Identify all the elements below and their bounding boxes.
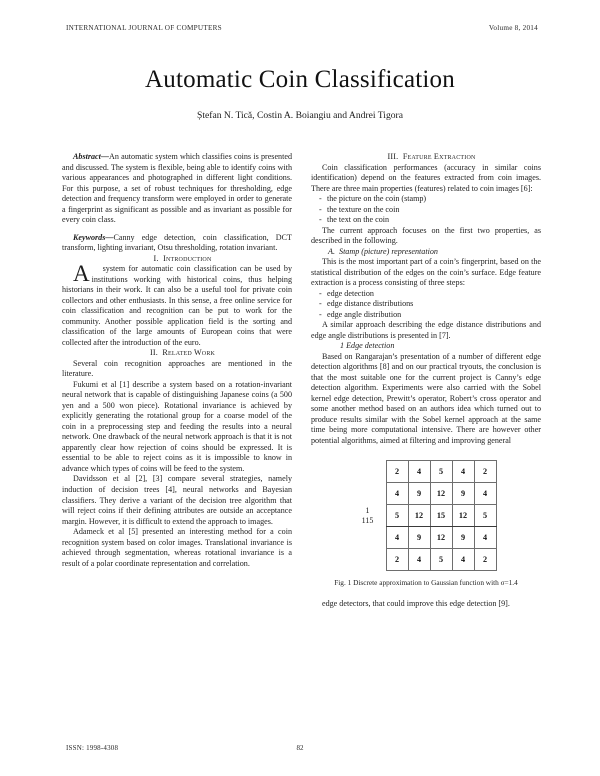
figure-1 — [311, 460, 541, 587]
abstract-label: Abstract — [73, 152, 101, 161]
journal-name: INTERNATIONAL JOURNAL OF COMPUTERS — [66, 24, 222, 32]
volume-info: Volume 8, 2014 — [488, 24, 538, 32]
list-item: - the texture on the coin — [311, 205, 541, 216]
feature-extraction-paragraph-1: Coin classification performances (accuracy in similar coins identification) depend on the features extracted from coin images. There are three main properties (features) related to coin images [6]: — [311, 162, 541, 193]
matrix-cell: 5 — [430, 549, 452, 571]
table-row — [386, 483, 496, 505]
introduction-paragraph-1 — [62, 261, 292, 348]
table-row — [386, 549, 496, 571]
section-number-feature-extraction: III. — [387, 152, 399, 161]
matrix-cell: 15 — [430, 505, 452, 527]
fraction-numerator: 1 — [365, 505, 370, 515]
list-item: - the picture on the coin (stamp) — [311, 194, 541, 205]
matrix-cell: 2 — [386, 549, 408, 571]
section-heading-feature-extraction — [311, 152, 541, 163]
left-column — [62, 152, 292, 730]
body-columns — [62, 152, 542, 730]
subsubsection-label-1: 1 — [340, 341, 345, 351]
list-item: - edge detection — [311, 289, 541, 300]
table-row — [386, 461, 496, 483]
matrix-cell: 4 — [386, 527, 408, 549]
table-row — [386, 527, 496, 549]
section-number-related-work: II. — [149, 348, 158, 358]
keywords-label: Keywords — [73, 232, 106, 242]
matrix-cell: 4 — [386, 483, 408, 505]
figure-caption: Fig. 1 Discrete approximation to Gaussian function with σ=1.4 — [334, 578, 518, 588]
matrix-cell: 5 — [474, 505, 496, 527]
subsubsection-title-edge-detection: Edge detection — [346, 341, 395, 351]
matrix-cell: 4 — [408, 461, 430, 483]
matrix-cell: 9 — [408, 527, 430, 549]
section-heading-introduction — [62, 254, 292, 265]
abstract-paragraph — [62, 152, 292, 226]
kernel-scale-fraction — [356, 506, 380, 526]
related-work-paragraph-2: Fukumi et al [1] describe a system based on a rotation-invariant neural network that is capable of distinguishing Japanese coins (a 500 yen and a 500 won piece). Rotational invariance is achieved by explicitly generating the rotational group for a coarse model of the coin in a preprocessing step and feeding the results into a neural network. One drawback of the neural network approach is that it is not apparently clear how rejection of coins should be expressed. It is essential to be able to reject coins as it is impossible to know in advance which types of coins will be feed to the system. — [62, 379, 292, 473]
related-work-paragraph-1: Several coin recognition approaches are mentioned in the literature. — [62, 358, 292, 379]
matrix-cell: 4 — [474, 527, 496, 549]
matrix-cell: 4 — [474, 483, 496, 505]
edge-detection-paragraph-2: edge detectors, that could improve this edge detection [9]. — [322, 598, 510, 608]
drop-cap-letter: A — [73, 261, 90, 287]
subsection-heading-stamp-representation — [311, 247, 541, 258]
list-item: - the text on the coin — [311, 215, 541, 226]
matrix-cell: 5 — [430, 461, 452, 483]
matrix-cell: 4 — [452, 461, 474, 483]
edge-feature-steps-list — [311, 289, 541, 321]
matrix-cell: 2 — [386, 461, 408, 483]
related-work-paragraph-4: Adameck et al [5] presented an interesting method for a coin recognition system based on color images. Translational invariance is achieved through segmentation, whereas rotational invariance is a result of a polar coordinate representation and correlation. — [62, 527, 292, 568]
page-title: Automatic Coin Classification — [145, 66, 455, 93]
feature-extraction-paragraph-2: The current approach focuses on the first two properties, as described in the following. — [311, 225, 541, 246]
subsubsection-heading-edge-detection — [311, 341, 541, 352]
matrix-cell: 4 — [452, 549, 474, 571]
matrix-cell: 12 — [452, 505, 474, 527]
matrix-cell: 9 — [408, 483, 430, 505]
section-number-introduction: I. — [153, 253, 159, 263]
issn-text: ISSN: 1998-4308 — [66, 744, 119, 752]
fraction-denominator: 115 — [361, 515, 374, 525]
subsection-label-a: A. — [328, 246, 335, 256]
section-title-feature-extraction: Feature Extraction — [402, 152, 476, 161]
section-title-related-work: Related Work — [162, 348, 216, 358]
stamp-representation-paragraph-1: This is the most important part of a coin’s fingerprint, based on the statistical distribution of the edges on the coin’s surface. Edge feature extraction is a process consisting of three steps: — [311, 257, 541, 288]
stamp-representation-paragraph-2: A similar approach describing the edge distance distributions and edge angle distributions is presented in [7]. — [311, 320, 541, 340]
section-heading-related-work — [62, 348, 292, 359]
matrix-cell: 2 — [474, 549, 496, 571]
keywords-paragraph — [62, 233, 292, 254]
running-head — [66, 24, 538, 32]
introduction-paragraph-1-text: system for automatic coin classification can be used by institutions working with historical coins, thus helping historians in their work. It can also be a useful tool for private coin collectors and other enthusiasts. In this sense, a free online service for coin classification and recognition can be put to work for the community. Another possible application field is the sorting and classification of the large amounts of European coins that were collected after the introduction of the euro. — [62, 264, 292, 347]
list-item: - edge distance distributions — [311, 299, 541, 310]
gaussian-kernel-matrix — [386, 460, 497, 571]
matrix-cell: 5 — [386, 505, 408, 527]
section-title-introduction: Introduction — [163, 253, 212, 263]
matrix-cell: 12 — [430, 483, 452, 505]
list-item: - edge angle distribution — [311, 310, 541, 321]
page-number: 82 — [296, 744, 304, 752]
right-column — [311, 152, 541, 730]
matrix-cell: 12 — [408, 505, 430, 527]
related-work-paragraph-3: Davidsson et al [2], [3] compare several strategies, namely induction of decision trees [4], neural networks and Bayesian classifiers. They derive a variant of the decision tree algorithm that will reject coins if their defining attributes are outside an acceptance margin. However, it is difficult to extend the approach to images. — [62, 474, 292, 526]
abstract-text: An automatic system which classifies coins is presented and discussed. The system is flexible, being able to identify coins with various appearances and photographed in different light conditions. For this purpose, a set of robust techniques for thresholding, edge detection and frequency transform were employed in order to generate a fingerprint as significant as possible and as invariant as possible for every coin class. — [62, 152, 292, 225]
matrix-cell: 9 — [452, 483, 474, 505]
matrix-cell: 4 — [408, 549, 430, 571]
subsection-title-stamp-representation: Stamp (picture) representation — [339, 246, 438, 256]
author-list: Ștefan N. Tică, Costin A. Boiangiu and Andrei Tigora — [196, 110, 403, 121]
keywords-dash: — — [105, 232, 114, 242]
table-row — [386, 505, 496, 527]
keywords-text: Canny edge detection, coin classification, DCT transform, lighting invariant, Otsu thresholding, rotation invariant. — [62, 232, 292, 253]
edge-detection-paragraph-1: Based on Rangarajan’s presentation of a number of different edge detection algorithms [8] and on our practical tryouts, the conclusion is that the most suitable one for the current project is Canny’s edge detection algorithm. Experiments were also carried with the Sobel kernel edge detection, Prewitt’s operator, Robert’s cross operator and some another method based on an authors idea which turned out to produce results similar with the Sobel kernel approach at the same time being more computational intensive. There are however other potential algorithms, aimed at filtering and improving general — [311, 351, 541, 445]
coin-properties-list — [311, 194, 541, 226]
abstract-dash: — — [100, 152, 109, 161]
gaussian-kernel-figure — [311, 460, 541, 571]
matrix-cell: 12 — [430, 527, 452, 549]
matrix-cell: 9 — [452, 527, 474, 549]
matrix-cell: 2 — [474, 461, 496, 483]
